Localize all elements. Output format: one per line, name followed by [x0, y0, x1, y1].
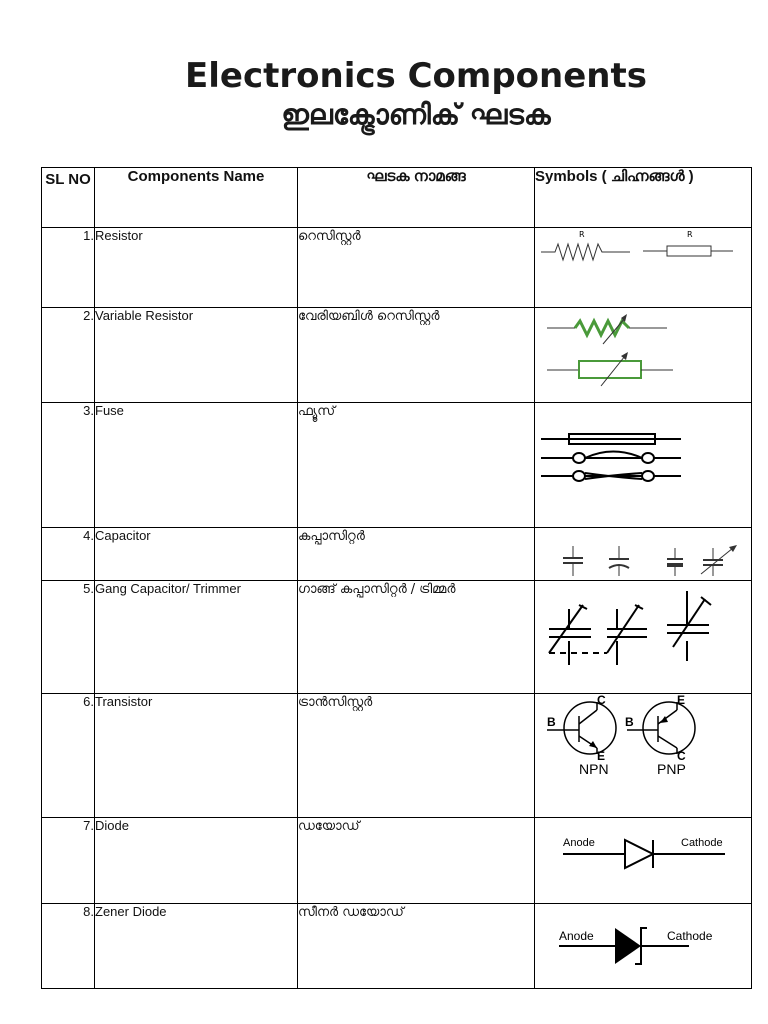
- document-title: Electronics Components: [185, 56, 647, 96]
- component-name: Gang Capacitor/ Trimmer: [95, 581, 298, 694]
- component-name: Transistor: [95, 694, 298, 818]
- pnp-label: PNP: [657, 761, 686, 777]
- component-malayalam-name: ട്രാൻസിസ്റ്റർ: [298, 694, 535, 818]
- table-row: [42, 228, 752, 308]
- table-row: [42, 403, 752, 528]
- cathode-label: Cathode: [681, 837, 723, 849]
- npn-label: NPN: [579, 761, 609, 777]
- anode-label: Anode: [559, 929, 594, 943]
- component-malayalam-name: റെസിസ്റ്റർ: [298, 228, 535, 308]
- table-row: [42, 694, 752, 818]
- resistor-symbol: [535, 228, 752, 308]
- anode-label: Anode: [563, 837, 595, 849]
- header-symbols: Symbols ( ചിഹ്നങ്ങൾ ): [535, 168, 752, 228]
- row-number: 8.: [42, 904, 95, 989]
- component-name: Fuse: [95, 403, 298, 528]
- header-sl-no: SL NO: [42, 168, 95, 228]
- npn-emitter-label: E: [597, 749, 606, 763]
- row-number: 5.: [42, 581, 95, 694]
- diode-symbol: [535, 818, 752, 904]
- gang-capacitor-symbol: [535, 581, 752, 694]
- header-malayalam-name: ഘടക നാമങ്ങ: [298, 168, 535, 228]
- component-name: Resistor: [95, 228, 298, 308]
- component-name: Capacitor: [95, 528, 298, 581]
- component-malayalam-name: സീനർ ഡയോഡ്: [298, 904, 535, 989]
- row-number: 7.: [42, 818, 95, 904]
- table-row: [42, 308, 752, 403]
- npn-collector-label: C: [597, 694, 606, 707]
- npn-base-label: B: [547, 715, 556, 729]
- table-header-row: [42, 168, 752, 228]
- transistor-symbol: [535, 694, 752, 818]
- pnp-base-label: B: [625, 715, 634, 729]
- row-number: 4.: [42, 528, 95, 581]
- component-malayalam-name: ഫ്യൂസ്: [298, 403, 535, 528]
- component-malayalam-name: ഗാങ്ങ് കപ്പാസിറ്റർ / ട്രിമ്മർ: [298, 581, 535, 694]
- table-row: [42, 581, 752, 694]
- table-row: [42, 904, 752, 989]
- component-malayalam-name: വേരിയബിൾ റെസിസ്റ്റർ: [298, 308, 535, 403]
- component-malayalam-name: ഡയോഡ്: [298, 818, 535, 904]
- component-name: Zener Diode: [95, 904, 298, 989]
- fuse-symbol: [535, 403, 752, 528]
- component-name: Diode: [95, 818, 298, 904]
- pnp-collector-label: C: [677, 749, 686, 763]
- table-row: [42, 528, 752, 581]
- pnp-emitter-label: E: [677, 694, 686, 707]
- components-table: [41, 167, 752, 989]
- component-malayalam-name: കപ്പാസിറ്റർ: [298, 528, 535, 581]
- document-subtitle: ഇലക്ട്രോണിക് ഘടക: [281, 98, 551, 131]
- component-name: Variable Resistor: [95, 308, 298, 403]
- resistor-label: R: [579, 230, 585, 239]
- capacitor-symbol: [535, 528, 752, 581]
- variable-resistor-symbol: [535, 308, 752, 403]
- row-number: 3.: [42, 403, 95, 528]
- table-row: [42, 818, 752, 904]
- header-components-name: Components Name: [95, 168, 298, 228]
- zener-diode-symbol: [535, 904, 752, 989]
- resistor-label: R: [687, 230, 693, 239]
- row-number: 2.: [42, 308, 95, 403]
- row-number: 1.: [42, 228, 95, 308]
- row-number: 6.: [42, 694, 95, 818]
- cathode-label: Cathode: [667, 929, 713, 943]
